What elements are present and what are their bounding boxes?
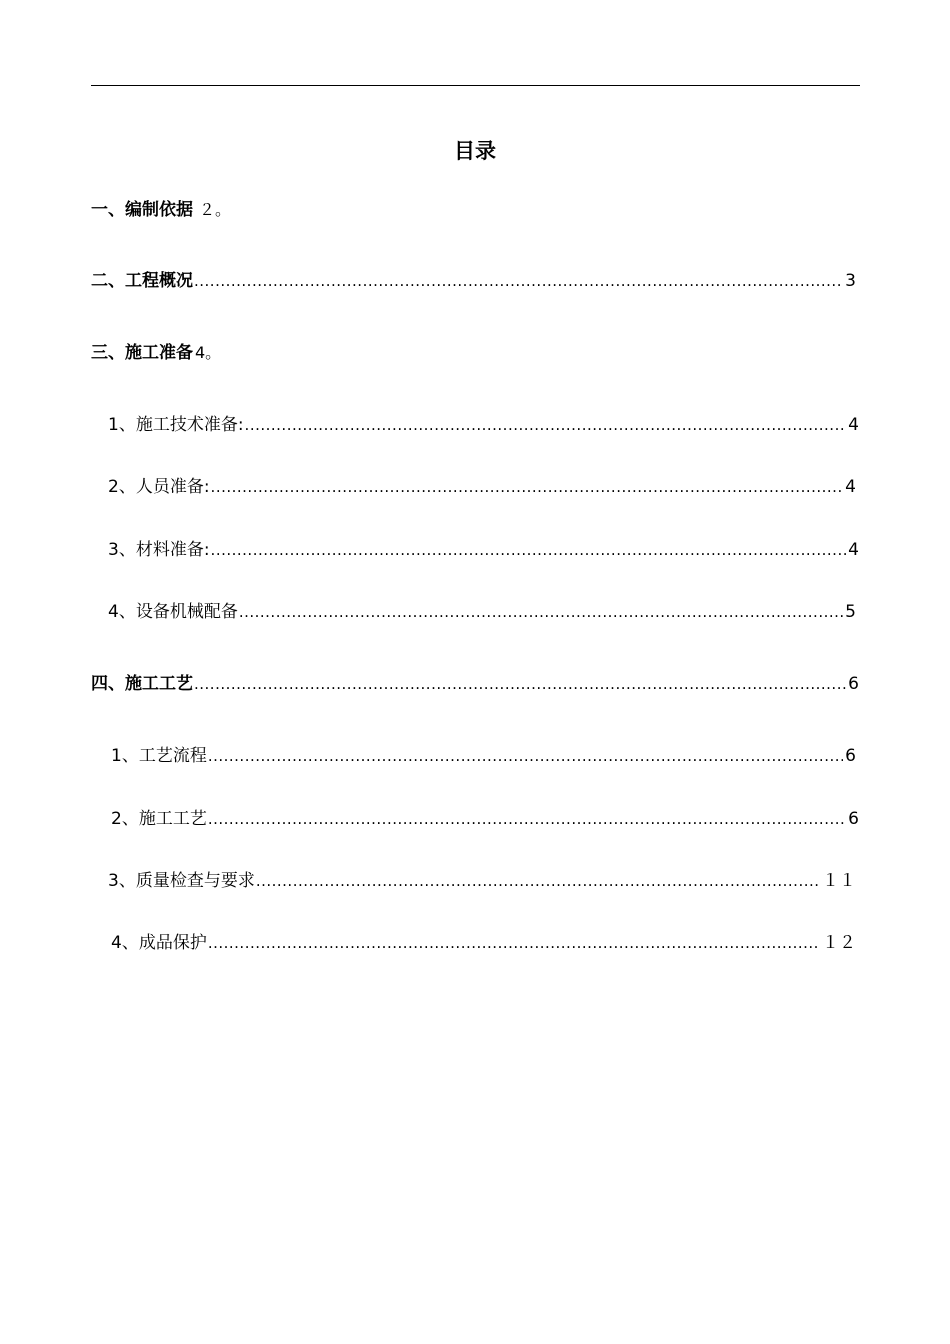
toc-entry-page: 4: [848, 415, 859, 435]
toc-entry-page: 4: [845, 477, 856, 497]
toc-entry-page: 4: [848, 540, 859, 560]
toc-entry-page: ２。: [199, 200, 232, 219]
toc-entry-workflow[interactable]: [111, 743, 856, 769]
toc-entry-page: 6: [848, 809, 859, 829]
dot-leader: [194, 268, 843, 294]
toc-entry-process[interactable]: [91, 671, 859, 697]
dot-leader: [211, 474, 844, 500]
toc-entry-label: 4、成品保护: [111, 933, 207, 953]
toc-entry-page: １１: [822, 871, 856, 891]
dot-leader: [208, 806, 846, 832]
toc-entry-preparation[interactable]: [91, 340, 221, 366]
dot-leader: [256, 868, 820, 894]
toc-entry-label: 四、施工工艺: [91, 674, 193, 694]
toc-entry-label: 3、质量检查与要求: [108, 871, 255, 891]
toc-entry-label: 1、工艺流程: [111, 746, 207, 766]
dot-leader: [245, 412, 847, 438]
toc-entry-product-protection[interactable]: [111, 930, 856, 956]
dot-leader: [208, 743, 843, 769]
toc-entry-staff-preparation[interactable]: [108, 474, 856, 500]
toc-entry-label: 二、工程概况: [91, 271, 193, 291]
toc-entry-overview[interactable]: [91, 268, 856, 294]
toc-entry-label: 2、施工工艺: [111, 809, 207, 829]
toc-entry-construction-process[interactable]: [111, 806, 859, 832]
toc-entry-page: 4。: [195, 343, 222, 362]
toc-title: 目录: [454, 139, 496, 163]
toc-entry-page: 6: [848, 674, 859, 694]
toc-entry-tech-preparation[interactable]: [108, 412, 859, 438]
toc-entry-label: 一、编制依据: [91, 200, 193, 220]
toc-entry-page: 6: [845, 746, 856, 766]
toc-entry-label: 4、设备机械配备: [108, 602, 238, 622]
dot-leader: [239, 599, 843, 625]
toc-entry-quality-inspection[interactable]: [108, 868, 856, 894]
toc-entry-label: 三、施工准备: [91, 343, 193, 363]
toc-entry-material-preparation[interactable]: [108, 537, 859, 563]
toc-entry-basis[interactable]: [91, 197, 231, 223]
toc-entry-equipment[interactable]: [108, 599, 856, 625]
toc-entry-label: 3、材料准备:: [108, 540, 210, 560]
toc-entry-page: １２: [822, 933, 856, 953]
dot-leader: [208, 930, 820, 956]
toc-entry-page: 3: [845, 271, 856, 291]
toc-entry-page: 5: [845, 602, 856, 622]
dot-leader: [194, 671, 846, 697]
dot-leader: [211, 537, 847, 563]
toc-entry-label: 1、施工技术准备:: [108, 415, 244, 435]
toc-entry-label: 2、人员准备:: [108, 477, 210, 497]
